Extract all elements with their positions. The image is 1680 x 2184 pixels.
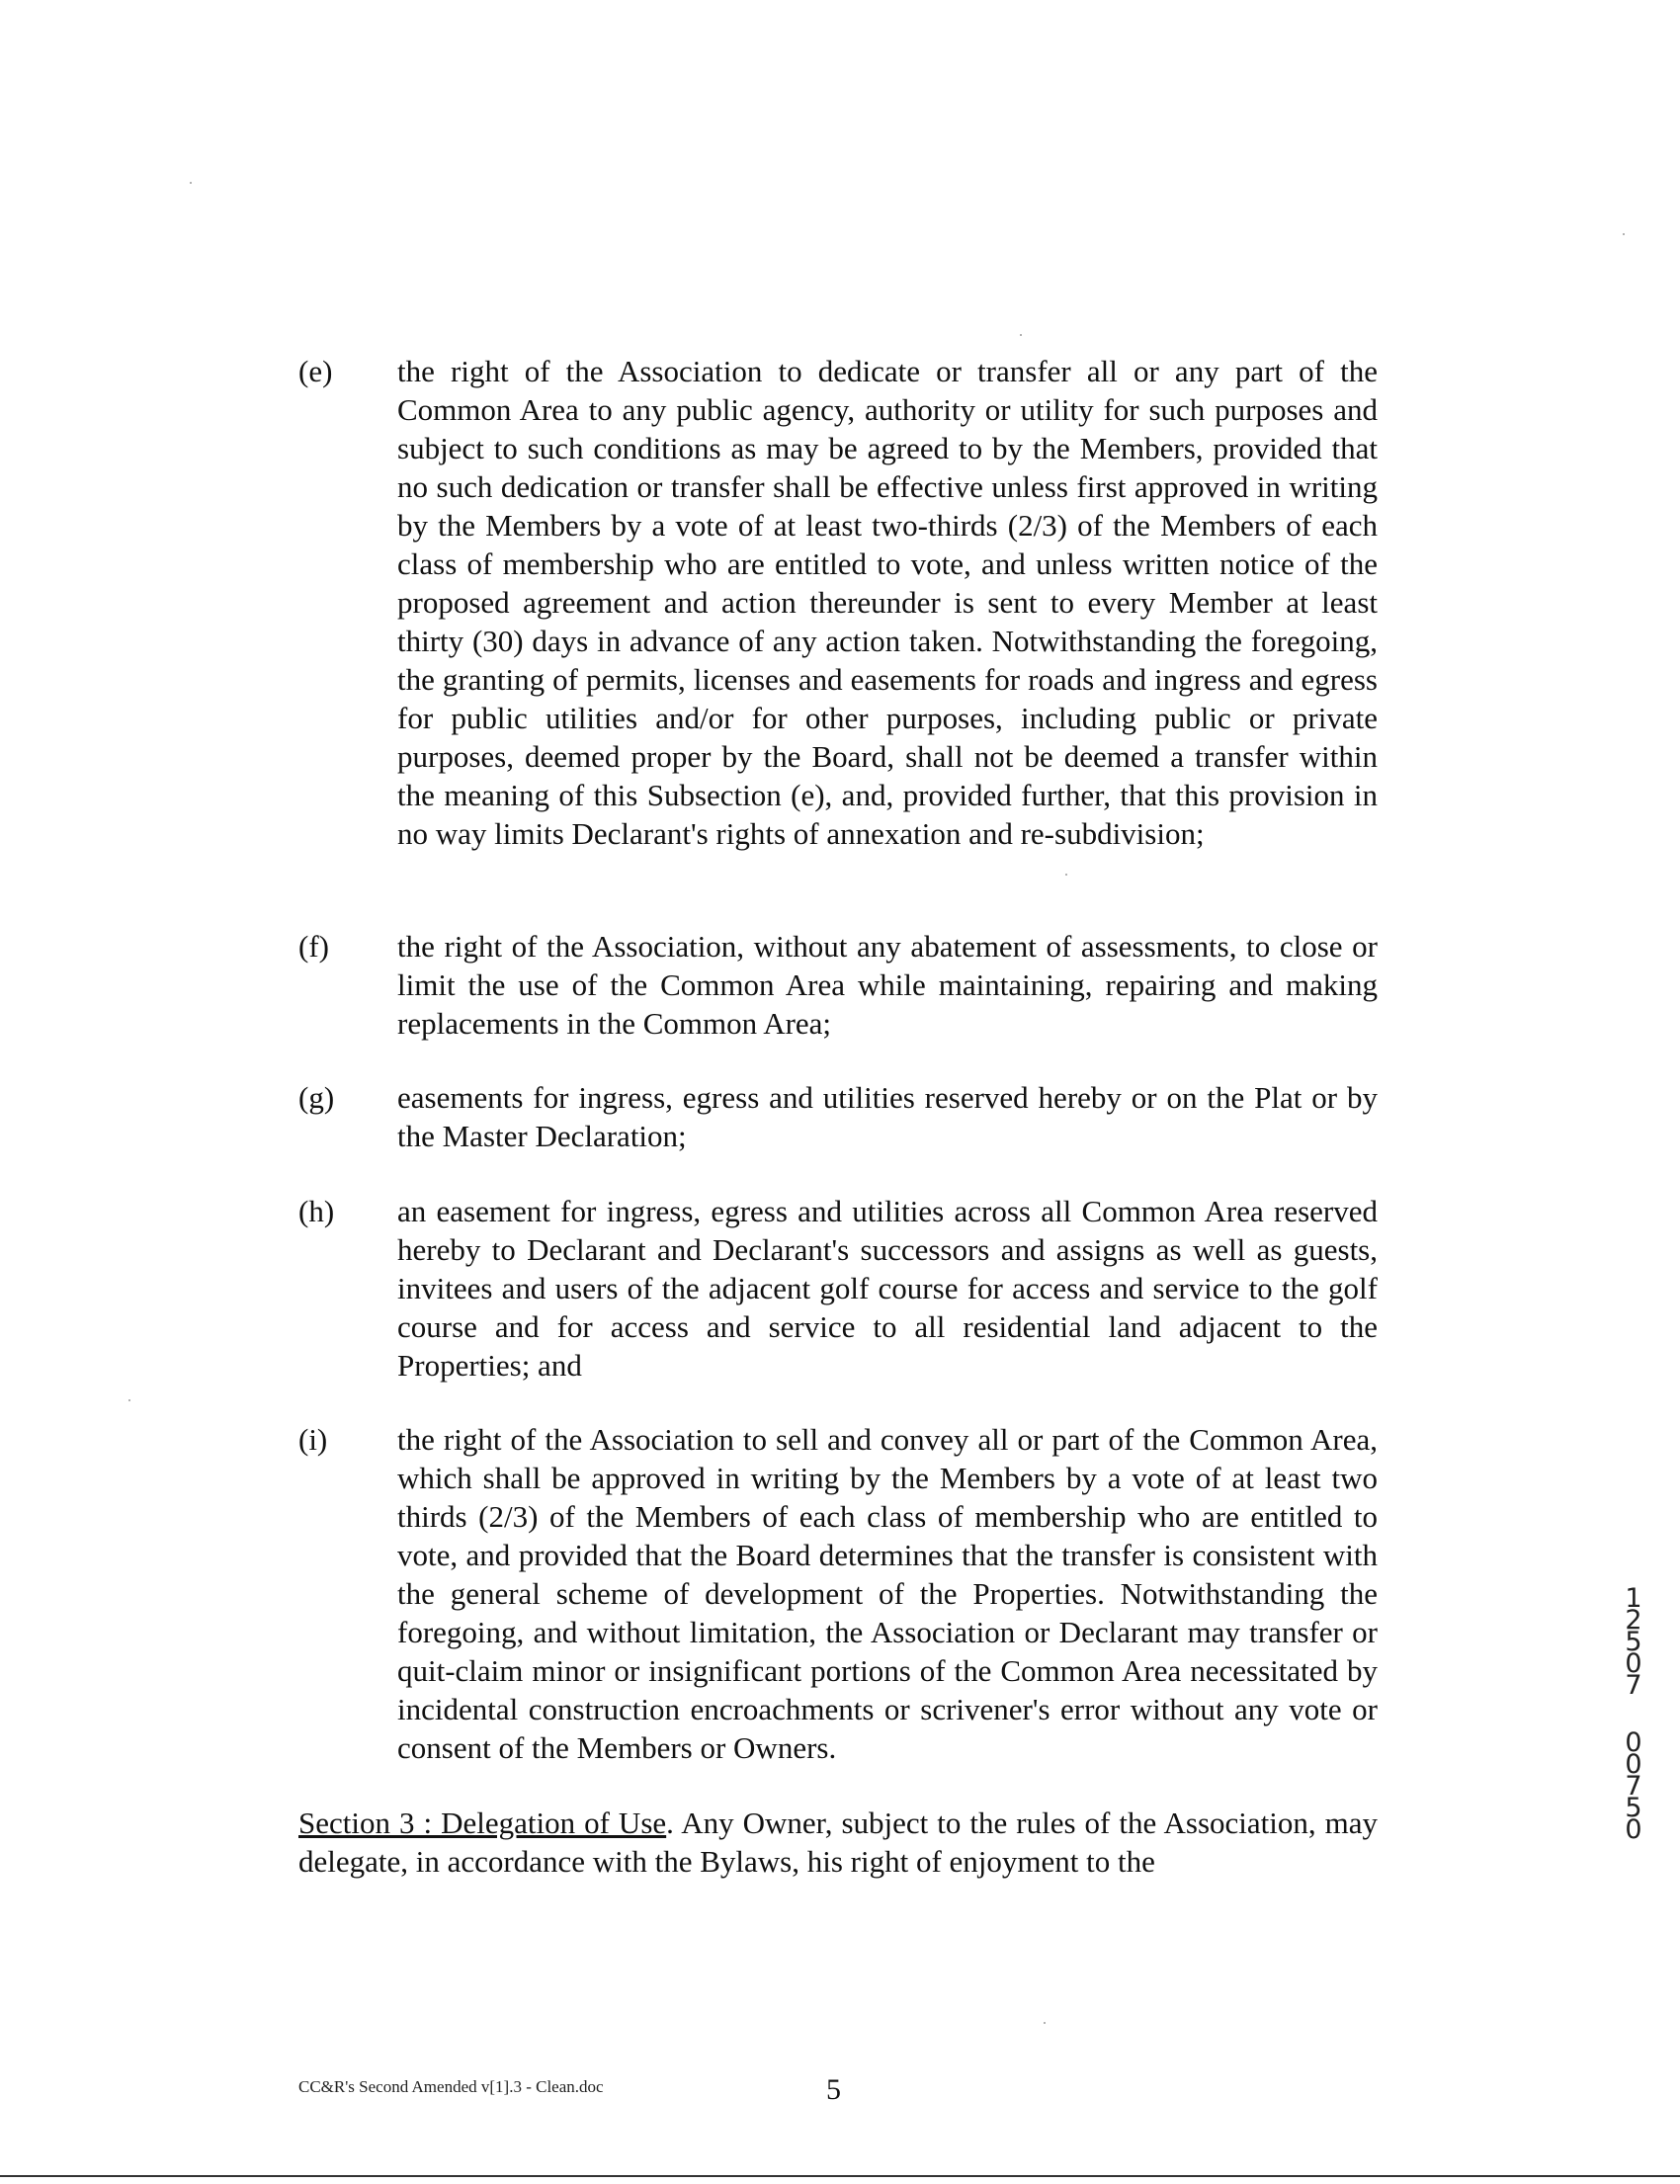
subsection-label: (g) xyxy=(298,1080,335,1115)
section-3-paragraph xyxy=(298,1804,1378,1881)
scan-speck xyxy=(128,1399,130,1401)
footer-page-number: 5 xyxy=(826,2073,841,2106)
subsection-label: (i) xyxy=(298,1422,328,1457)
scan-speck xyxy=(1623,233,1625,235)
footer-filename: CC&R's Second Amended v[1].3 - Clean.doc xyxy=(298,2077,604,2096)
stamp-digit: 0 xyxy=(1625,1648,1642,1679)
stamp-digit: 2 xyxy=(1625,1605,1642,1636)
subsection-label: (f) xyxy=(298,929,329,964)
scan-speck xyxy=(190,182,192,184)
stamp-digit: 7 xyxy=(1625,1771,1642,1802)
recording-number-stamp xyxy=(1614,1583,1653,1845)
stamp-digit: 7 xyxy=(1625,1670,1642,1701)
section-3-text: . Any Owner, subject to the rules of the Association, may delegate, in accordance with the Bylaws, his right of enjoyment to the xyxy=(298,1806,1379,1879)
subsection-text: easements for ingress, egress and utilities reserved hereby or on the Plat or by the Master Declaration; xyxy=(397,1080,1378,1153)
subsection-text: the right of the Association to dedicate or transfer all or any part of the Common Area to any public agency, authority or utility for such purposes and subject to such conditions as may be agreed to by the Members, provided that no such dedication or transfer shall be effective unless first approved in writing by the Members by a vote of at least two-thirds (2/3) of the Members of each class of membership who are entitled to vote, and unless written notice of the proposed agreement and action thereunder is sent to every Member at least thirty (30) days in advance of any action taken. Notwithstanding the foregoing, the granting of permits, licenses and easements for roads and ingress and egress for public utilities and/or for other purposes, including public or private purposes, deemed proper by the Board, shall not be deemed a transfer within the meaning of this Subsection (e), and, provided further, that this provision in no way limits Declarant's rights of annexation and re-subdivision; xyxy=(397,354,1378,851)
stamp-digit: 5 xyxy=(1625,1793,1642,1823)
stamp-digit: 5 xyxy=(1625,1627,1642,1657)
stamp-digit: 0 xyxy=(1625,1749,1642,1780)
stamp-digit: 0 xyxy=(1625,1814,1642,1845)
subsection-label: (e) xyxy=(298,354,333,388)
subsection-label: (h) xyxy=(298,1194,335,1228)
subsection-text: the right of the Association to sell and convey all or part of the Common Area, which shall be approved in writing by the Members by a vote of at least two thirds (2/3) of the Members of each class of membership who are entitled to vote, and provided that the Board determines that the transfer is consistent with the general scheme of development of the Properties. Notwithstanding the foregoing, and without limitation, the Association or Declarant may transfer or quit-claim minor or insignificant portions of the Common Area necessitated by incidental construction encroachments or scrivener's error without any vote or consent of the Members or Owners. xyxy=(397,1422,1378,1765)
section-3-heading: Section 3 : Delegation of Use xyxy=(298,1806,667,1840)
scan-speck xyxy=(1065,874,1067,876)
page-bottom-edge xyxy=(0,2175,1680,2177)
subsection-text: an easement for ingress, egress and utilities across all Common Area reserved hereby to Declarant and Declarant's successors and assigns as well as guests, invitees and users of the adjacent golf course for access and service to the golf course and for access and service to all residential land adjacent to the Properties; and xyxy=(397,1194,1378,1383)
scan-speck xyxy=(1044,2022,1046,2024)
stamp-digit: 0 xyxy=(1625,1727,1642,1758)
stamp-digit: 1 xyxy=(1625,1583,1642,1614)
subsection-text: the right of the Association, without any abatement of assessments, to close or limit the use of the Common Area while maintaining, repairing and making replacements in the Common Area; xyxy=(397,929,1378,1041)
scan-speck xyxy=(1020,334,1022,336)
